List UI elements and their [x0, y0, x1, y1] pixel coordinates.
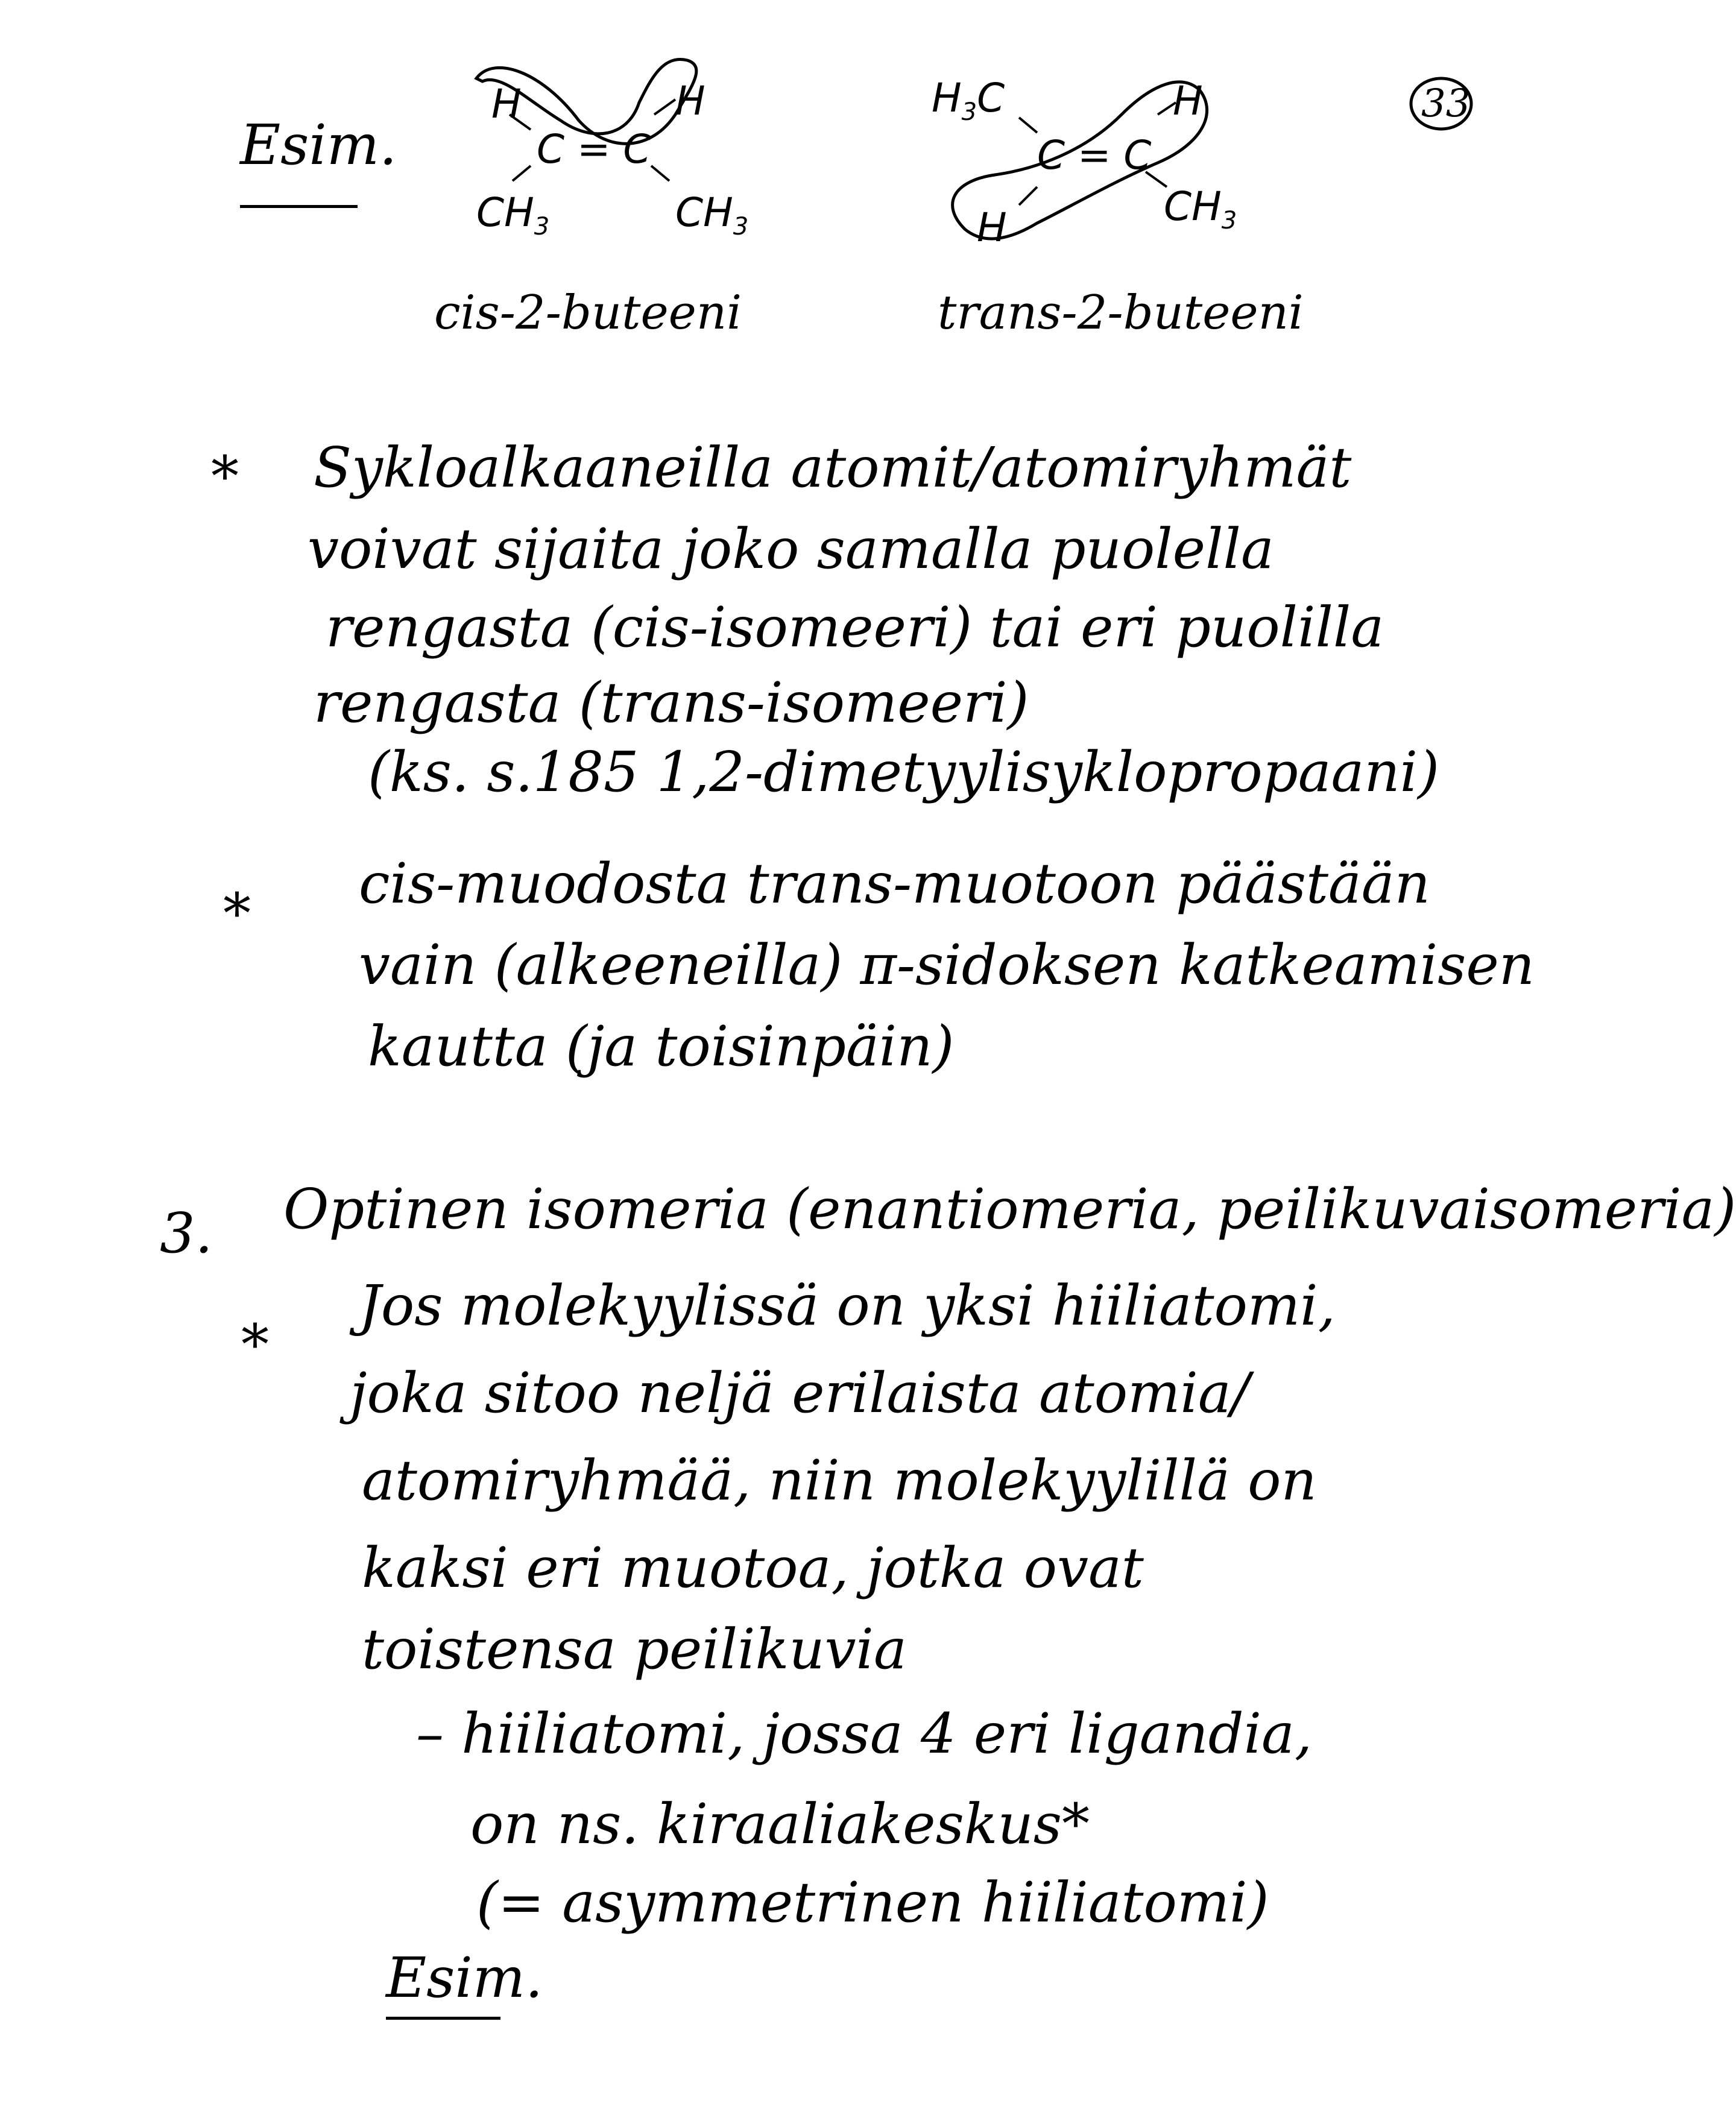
section1-line-5: (ks. s.185 1,2-dimetyylisyklopropaani) [368, 740, 1439, 804]
trans-name: trans-2-buteeni [938, 286, 1304, 340]
section3-esim-label: Esim. [386, 1946, 543, 2010]
section1-line-3: rengasta (cis-isomeeri) tai eri puolilla [326, 595, 1384, 660]
esim-underline [240, 205, 358, 208]
bullet-2: * [223, 881, 251, 946]
trans-h3c: $H_3C$ [932, 75, 1005, 127]
cis-ch3-left: $CH_3$ [476, 189, 550, 241]
section3-line-2: joka sitoo neljä erilaista atomia/ [350, 1361, 1250, 1425]
section3-line-4: kaksi eri muotoa, jotka ovat [362, 1536, 1144, 1600]
section2-line-2: vain (alkeeneilla) π-sidoksen katkeamisen [359, 933, 1535, 997]
section3-line-1: Jos molekyylissä on yksi hiiliatomi, [359, 1273, 1336, 1338]
section3-line-5: toistensa peilikuvia [362, 1617, 907, 1682]
bullet-3: * [241, 1313, 269, 1377]
page-number: 33 [1421, 81, 1471, 126]
bullet-1: * [211, 444, 239, 509]
trans-double-bond: C = C [1037, 132, 1152, 178]
section3-sub-line-1: – hiiliatomi, jossa 4 eri ligandia, [416, 1701, 1313, 1766]
cis-h-left: H [491, 81, 522, 127]
cis-name: cis-2-buteeni [434, 286, 742, 340]
cis-h-right: H [675, 78, 705, 124]
section3-line-3: atomiryhmää, niin molekyylillä on [362, 1448, 1317, 1513]
section3-number: 3. [160, 1201, 213, 1266]
section3-sub-line-3: (= asymmetrinen hiiliatomi) [476, 1870, 1269, 1935]
section1-line-4: rengasta (trans-isomeeri) [314, 670, 1029, 735]
cis-double-bond: C = C [537, 126, 651, 172]
trans-ch3-right: $CH_3$ [1164, 183, 1237, 235]
section3-esim-underline [386, 2017, 500, 2020]
cis-ch3-right: $CH_3$ [675, 189, 749, 241]
trans-h-right: H [1173, 78, 1203, 124]
section3-sub-line-2: on ns. kiraaliakeskus* [470, 1792, 1090, 1856]
section2-line-3: kautta (ja toisinpäin) [368, 1014, 955, 1079]
section1-line-1: Sykloalkaaneilla atomit/atomiryhmät [314, 435, 1352, 500]
section2-line-1: cis-muodosta trans-muotoon päästään [359, 851, 1430, 916]
section3-title: Optinen isomeria (enantiomeria, peilikuvaisomeria) [283, 1177, 1736, 1241]
esim-label: Esim. [240, 113, 397, 177]
trans-h-left: H [977, 204, 1007, 251]
section1-line-2: voivat sijaita joko samalla puolella [308, 517, 1274, 581]
